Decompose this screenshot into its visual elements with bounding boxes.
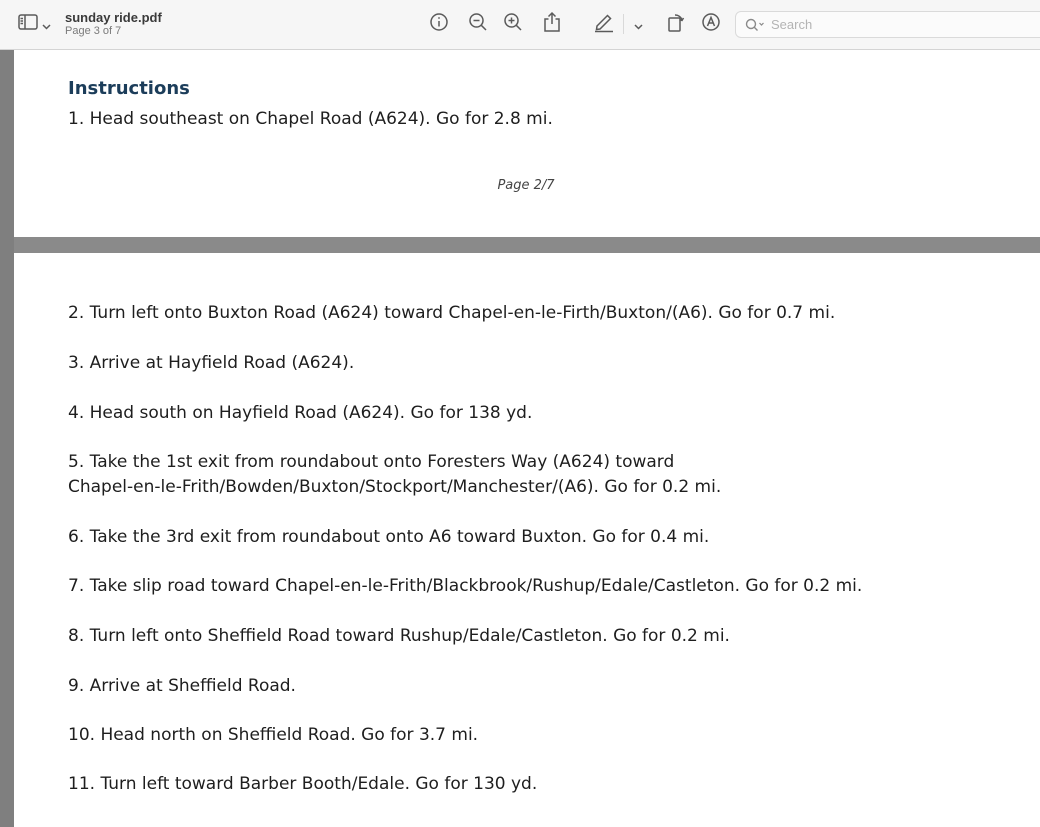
zoom-in-button[interactable]	[501, 12, 525, 36]
document-title-block	[65, 10, 162, 38]
rotate-button[interactable]	[664, 12, 688, 36]
markup-pen-icon	[593, 11, 615, 37]
pdf-page-2	[14, 50, 1040, 237]
toolbar	[0, 0, 1040, 50]
instruction-step: 5. Take the 1st exit from roundabout onto Foresters Way (A624) toward	[68, 452, 675, 472]
chevron-down-icon	[634, 15, 643, 34]
instruction-step: 10. Head north on Sheffield Road. Go for 3.7 mi.	[68, 725, 479, 745]
annotate-button[interactable]	[699, 12, 723, 36]
instruction-step: 1. Head southeast on Chapel Road (A624). Go for 2.8 mi.	[68, 109, 553, 129]
zoom-out-button[interactable]	[466, 12, 490, 36]
share-icon	[542, 11, 562, 37]
rotate-icon	[666, 11, 686, 37]
page-indicator: Page 3 of 7	[65, 25, 122, 37]
markup-button[interactable]	[592, 12, 616, 36]
document-name: sunday ride.pdf	[65, 10, 162, 25]
search-field[interactable]	[735, 11, 1040, 38]
annotate-icon	[701, 12, 721, 36]
page-gap	[14, 237, 1040, 253]
page-footer-number: Page 2/7	[497, 178, 555, 193]
instruction-step-continued: Chapel-en-le-Frith/Bowden/Buxton/Stockport/Manchester/(A6). Go for 0.2 mi.	[68, 477, 722, 497]
info-icon	[429, 12, 449, 36]
pdf-page-3	[14, 253, 1040, 827]
zoom-out-icon	[468, 12, 488, 36]
instruction-step: 11. Turn left toward Barber Booth/Edale. Go for 130 yd.	[68, 774, 538, 794]
sidebar-toggle-button[interactable]	[18, 14, 54, 34]
instruction-step: 7. Take slip road toward Chapel-en-le-Frith/Blackbrook/Rushup/Edale/Castleton. Go for 0.2 mi.	[68, 576, 863, 596]
instruction-step: 4. Head south on Hayfield Road (A624). Go for 138 yd.	[68, 403, 533, 423]
toolbar-divider	[623, 14, 624, 34]
info-button[interactable]	[427, 12, 451, 36]
zoom-in-icon	[503, 12, 523, 36]
instruction-step: 2. Turn left onto Buxton Road (A624) toward Chapel-en-le-Firth/Buxton/(A6). Go for 0.7 mi.	[68, 303, 836, 323]
search-icon	[745, 18, 767, 32]
instruction-step: 8. Turn left onto Sheffield Road toward Rushup/Edale/Castleton. Go for 0.2 mi.	[68, 626, 730, 646]
chevron-down-icon	[42, 15, 51, 34]
markup-menu-button[interactable]	[628, 12, 648, 36]
search-input[interactable]	[771, 17, 1040, 32]
instruction-step: 6. Take the 3rd exit from roundabout onto A6 toward Buxton. Go for 0.4 mi.	[68, 527, 710, 547]
instruction-step: 9. Arrive at Sheffield Road.	[68, 676, 296, 696]
instructions-heading: Instructions	[68, 78, 190, 99]
instruction-step: 3. Arrive at Hayfield Road (A624).	[68, 353, 355, 373]
sidebar-icon	[18, 14, 38, 34]
share-button[interactable]	[540, 12, 564, 36]
